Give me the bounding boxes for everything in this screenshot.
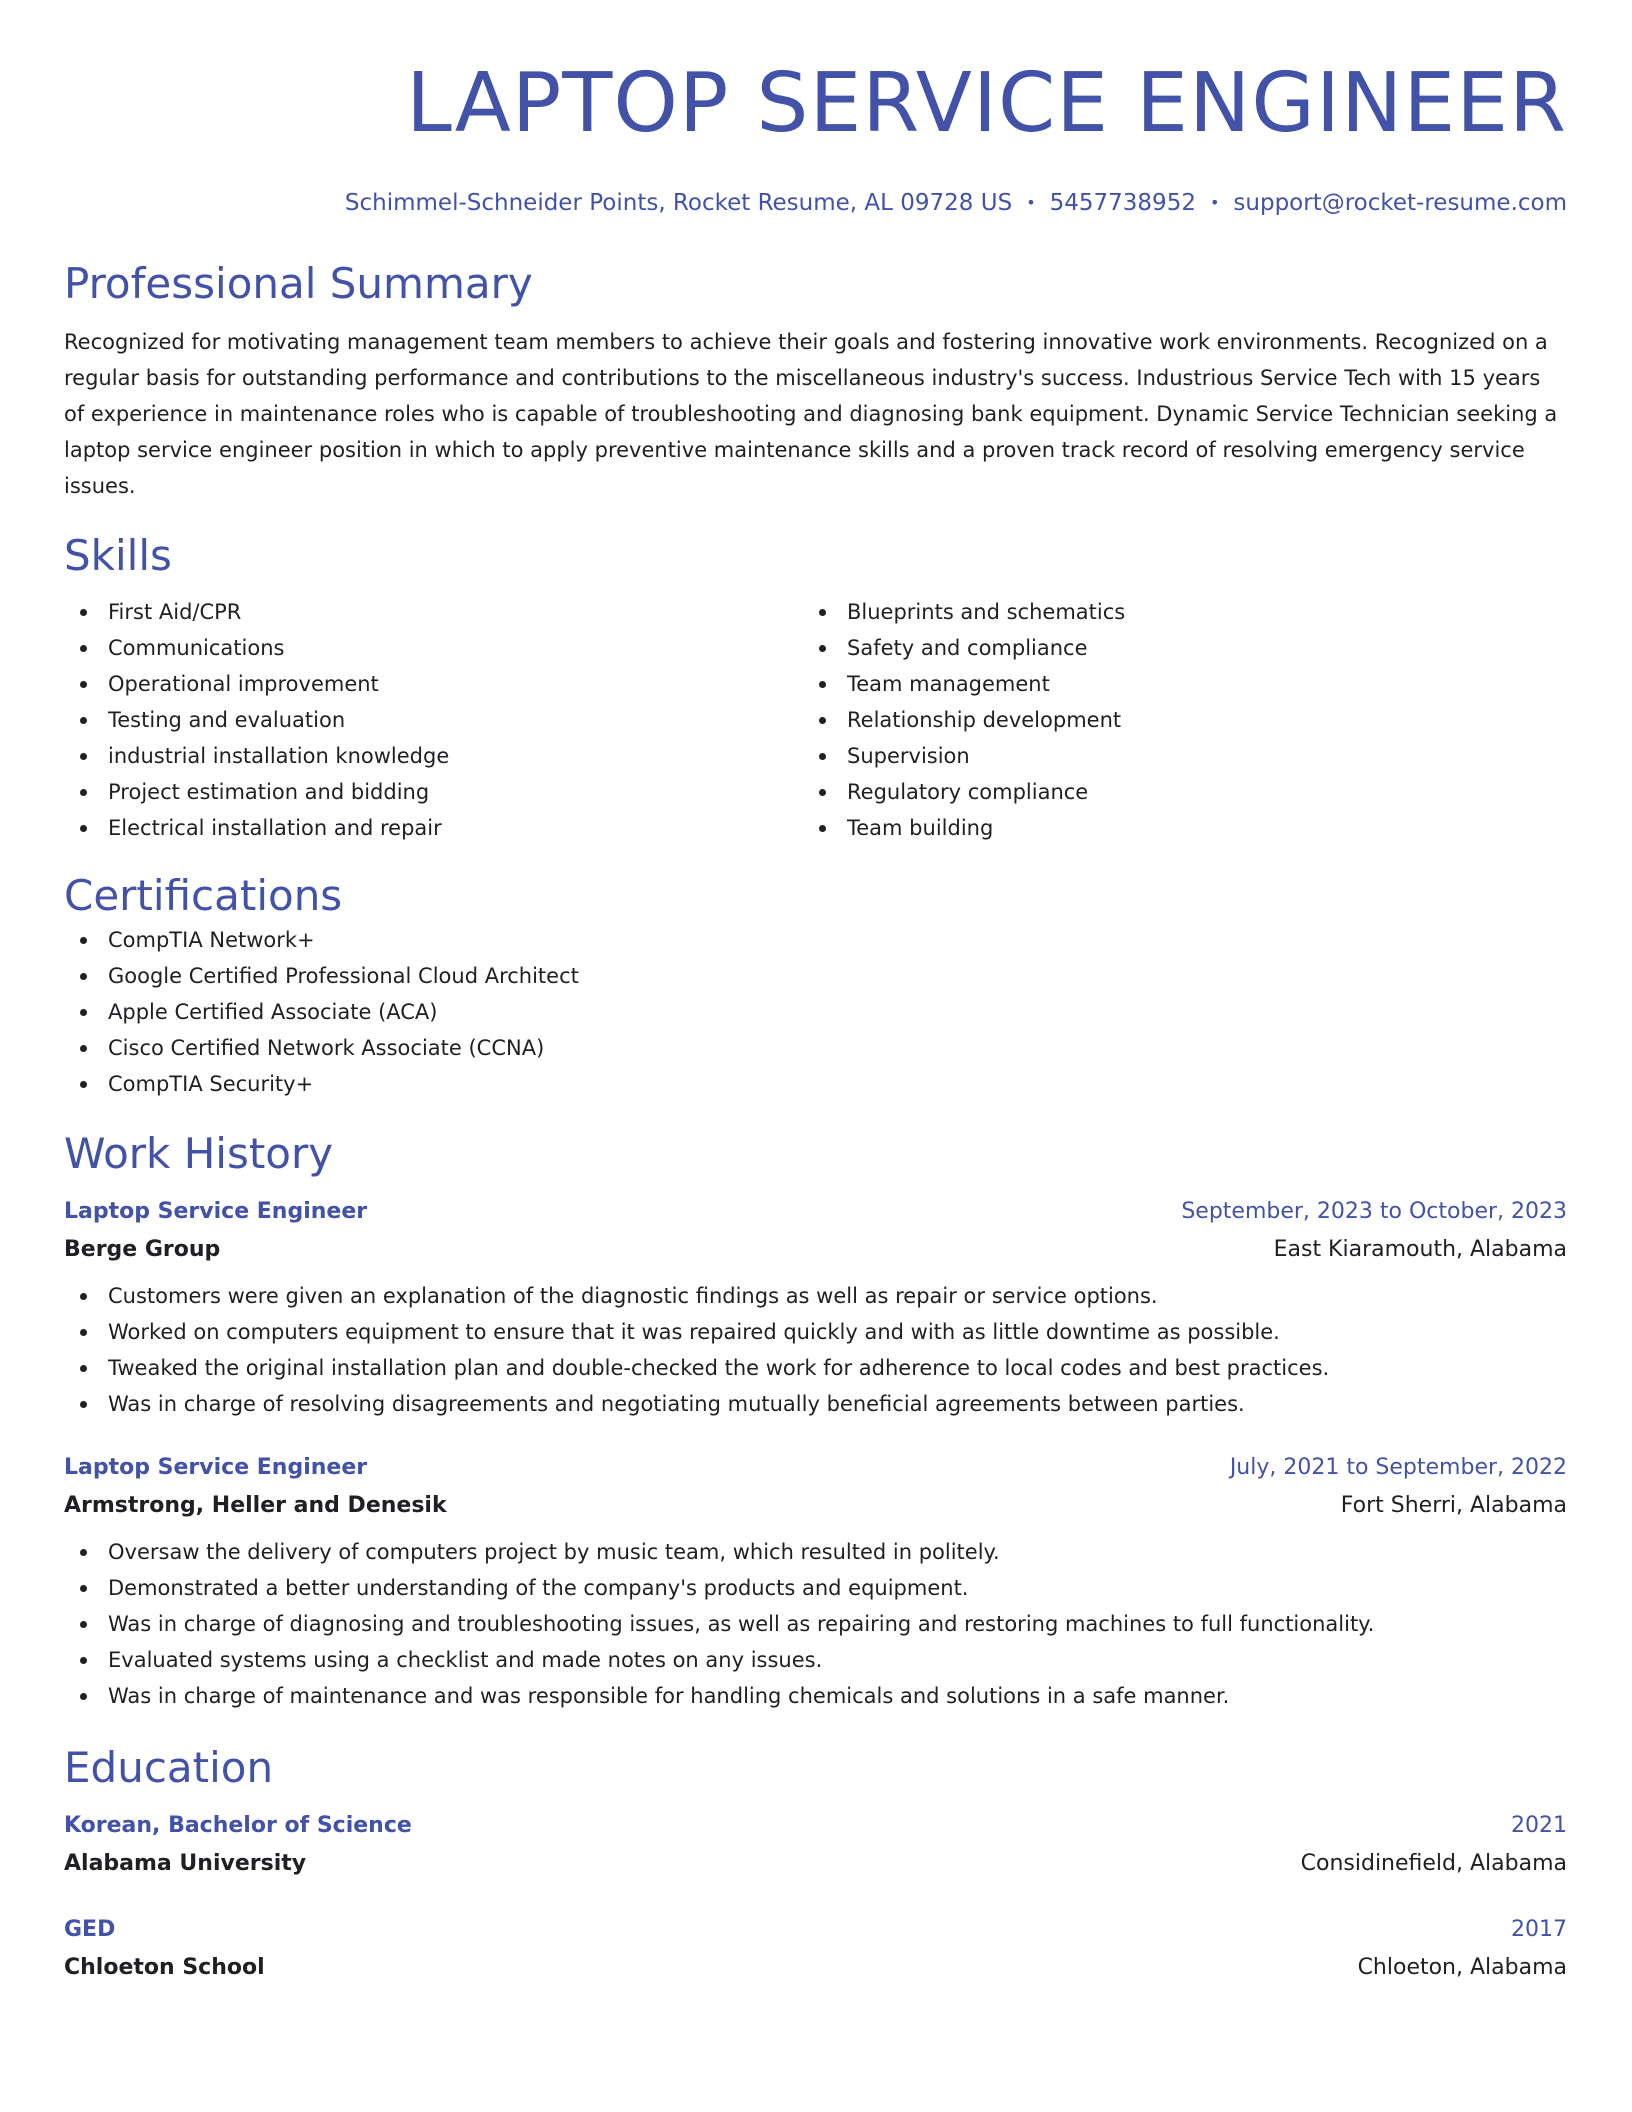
- certification-item: Cisco Certified Network Associate (CCNA): [64, 1030, 1567, 1066]
- education-school-row: [64, 1948, 1567, 1988]
- skill-item: Operational improvement: [64, 666, 803, 702]
- summary-text: Recognized for motivating management team members to achieve their goals and fostering innovative work environments. Recognized on a regular basis for outstanding performance and contributions to the miscellaneous industry's success. Industrious Service Tech with 15 years of experience in maintenance roles who is capable of troubleshooting and diagnosing bank equipment. Dynamic Service Technician seeking a laptop service engineer position in which to apply preventive maintenance skills and a proven track record of resolving emergency service issues.: [64, 330, 1558, 498]
- job-bullet: Was in charge of resolving disagreements and negotiating mutually beneficial agreements between parties.: [64, 1386, 1567, 1422]
- job-dates: July, 2021 to September, 2022: [1229, 1455, 1567, 1480]
- education-school: Chloeton School: [64, 1955, 265, 1980]
- job-bullets: [64, 1278, 1567, 1422]
- certification-item: CompTIA Network+: [64, 922, 1567, 958]
- job-bullet: Oversaw the delivery of computers project by music team, which resulted in politely.: [64, 1534, 1567, 1570]
- contact-line: [64, 188, 1567, 218]
- job-company: Armstrong, Heller and Denesik: [64, 1493, 447, 1518]
- education-location: Considinefield, Alabama: [1300, 1851, 1567, 1876]
- skill-item: Communications: [64, 630, 803, 666]
- job-entry: [64, 1450, 1567, 1714]
- certification-item: Google Certified Professional Cloud Architect: [64, 958, 1567, 994]
- skill-item: Electrical installation and repair: [64, 810, 803, 846]
- job-header-row: [64, 1450, 1567, 1486]
- job-company: Berge Group: [64, 1237, 221, 1262]
- skill-item: First Aid/CPR: [64, 594, 803, 630]
- summary-section: [64, 258, 1567, 504]
- job-bullet: Customers were given an explanation of the diagnostic findings as well as repair or service options.: [64, 1278, 1567, 1314]
- skill-item: Team building: [803, 810, 1542, 846]
- contact-email: support@rocket-resume.com: [1233, 190, 1567, 216]
- skill-item: Safety and compliance: [803, 630, 1542, 666]
- job-bullet: Was in charge of maintenance and was responsible for handling chemicals and solutions in a safe manner.: [64, 1678, 1567, 1714]
- job-location: East Kiaramouth, Alabama: [1273, 1237, 1567, 1262]
- job-bullet: Worked on computers equipment to ensure that it was repaired quickly and with as little downtime as possible.: [64, 1314, 1567, 1350]
- education-degree: Korean, Bachelor of Science: [64, 1813, 412, 1838]
- resume-title: LAPTOP SERVICE ENGINEER: [406, 56, 1567, 151]
- job-header-row: [64, 1194, 1567, 1230]
- contact-separator: •: [1209, 193, 1220, 212]
- certification-item: CompTIA Security+: [64, 1066, 1567, 1102]
- education-location: Chloeton, Alabama: [1357, 1955, 1567, 1980]
- contact-address: Schimmel-Schneider Points, Rocket Resume, AL 09728 US: [344, 190, 1013, 216]
- education-degree: GED: [64, 1917, 116, 1942]
- job-company-row: [64, 1486, 1567, 1526]
- skill-item: Team management: [803, 666, 1542, 702]
- job-bullet: Was in charge of diagnosing and troubleshooting issues, as well as repairing and restoring machines to full functionality.: [64, 1606, 1567, 1642]
- education-entry: [64, 1912, 1567, 1988]
- skills-list-left: [64, 594, 803, 846]
- job-bullets: [64, 1534, 1567, 1714]
- education-year: 2021: [1511, 1813, 1567, 1838]
- certifications-section: [64, 870, 1567, 1102]
- job-bullet: Demonstrated a better understanding of the company's products and equipment.: [64, 1570, 1567, 1606]
- skill-item: Testing and evaluation: [64, 702, 803, 738]
- job-location: Fort Sherri, Alabama: [1340, 1493, 1567, 1518]
- job-title: Laptop Service Engineer: [64, 1199, 368, 1224]
- skill-item: industrial installation knowledge: [64, 738, 803, 774]
- certifications-heading: Certifications: [64, 871, 343, 920]
- skill-item: Regulatory compliance: [803, 774, 1542, 810]
- skill-item: Blueprints and schematics: [803, 594, 1542, 630]
- skill-item: Project estimation and bidding: [64, 774, 803, 810]
- skills-list-right: [803, 594, 1542, 846]
- job-bullet: Tweaked the original installation plan and double-checked the work for adherence to local codes and best practices.: [64, 1350, 1567, 1386]
- education-school: Alabama University: [64, 1851, 307, 1876]
- work-history-heading: Work History: [64, 1129, 334, 1178]
- education-header-row: [64, 1912, 1567, 1948]
- skill-item: Supervision: [803, 738, 1542, 774]
- education-entry: [64, 1808, 1567, 1884]
- skill-item: Relationship development: [803, 702, 1542, 738]
- contact-phone: 5457738952: [1049, 190, 1196, 216]
- contact-separator: •: [1026, 193, 1036, 212]
- skills-heading: Skills: [64, 531, 172, 580]
- skills-section: [64, 530, 1567, 846]
- skills-columns: [64, 594, 1567, 846]
- work-history-section: [64, 1128, 1567, 1714]
- job-bullet: Evaluated systems using a checklist and made notes on any issues.: [64, 1642, 1567, 1678]
- job-title: Laptop Service Engineer: [64, 1455, 368, 1480]
- certification-item: Apple Certified Associate (ACA): [64, 994, 1567, 1030]
- education-heading: Education: [64, 1743, 274, 1792]
- education-year: 2017: [1511, 1917, 1567, 1942]
- certifications-list: [64, 922, 1567, 1102]
- education-section: [64, 1742, 1567, 1988]
- job-dates: September, 2023 to October, 2023: [1181, 1199, 1567, 1224]
- job-entry: [64, 1194, 1567, 1422]
- summary-heading: Professional Summary: [64, 259, 533, 308]
- education-header-row: [64, 1808, 1567, 1844]
- job-company-row: [64, 1230, 1567, 1270]
- education-school-row: [64, 1844, 1567, 1884]
